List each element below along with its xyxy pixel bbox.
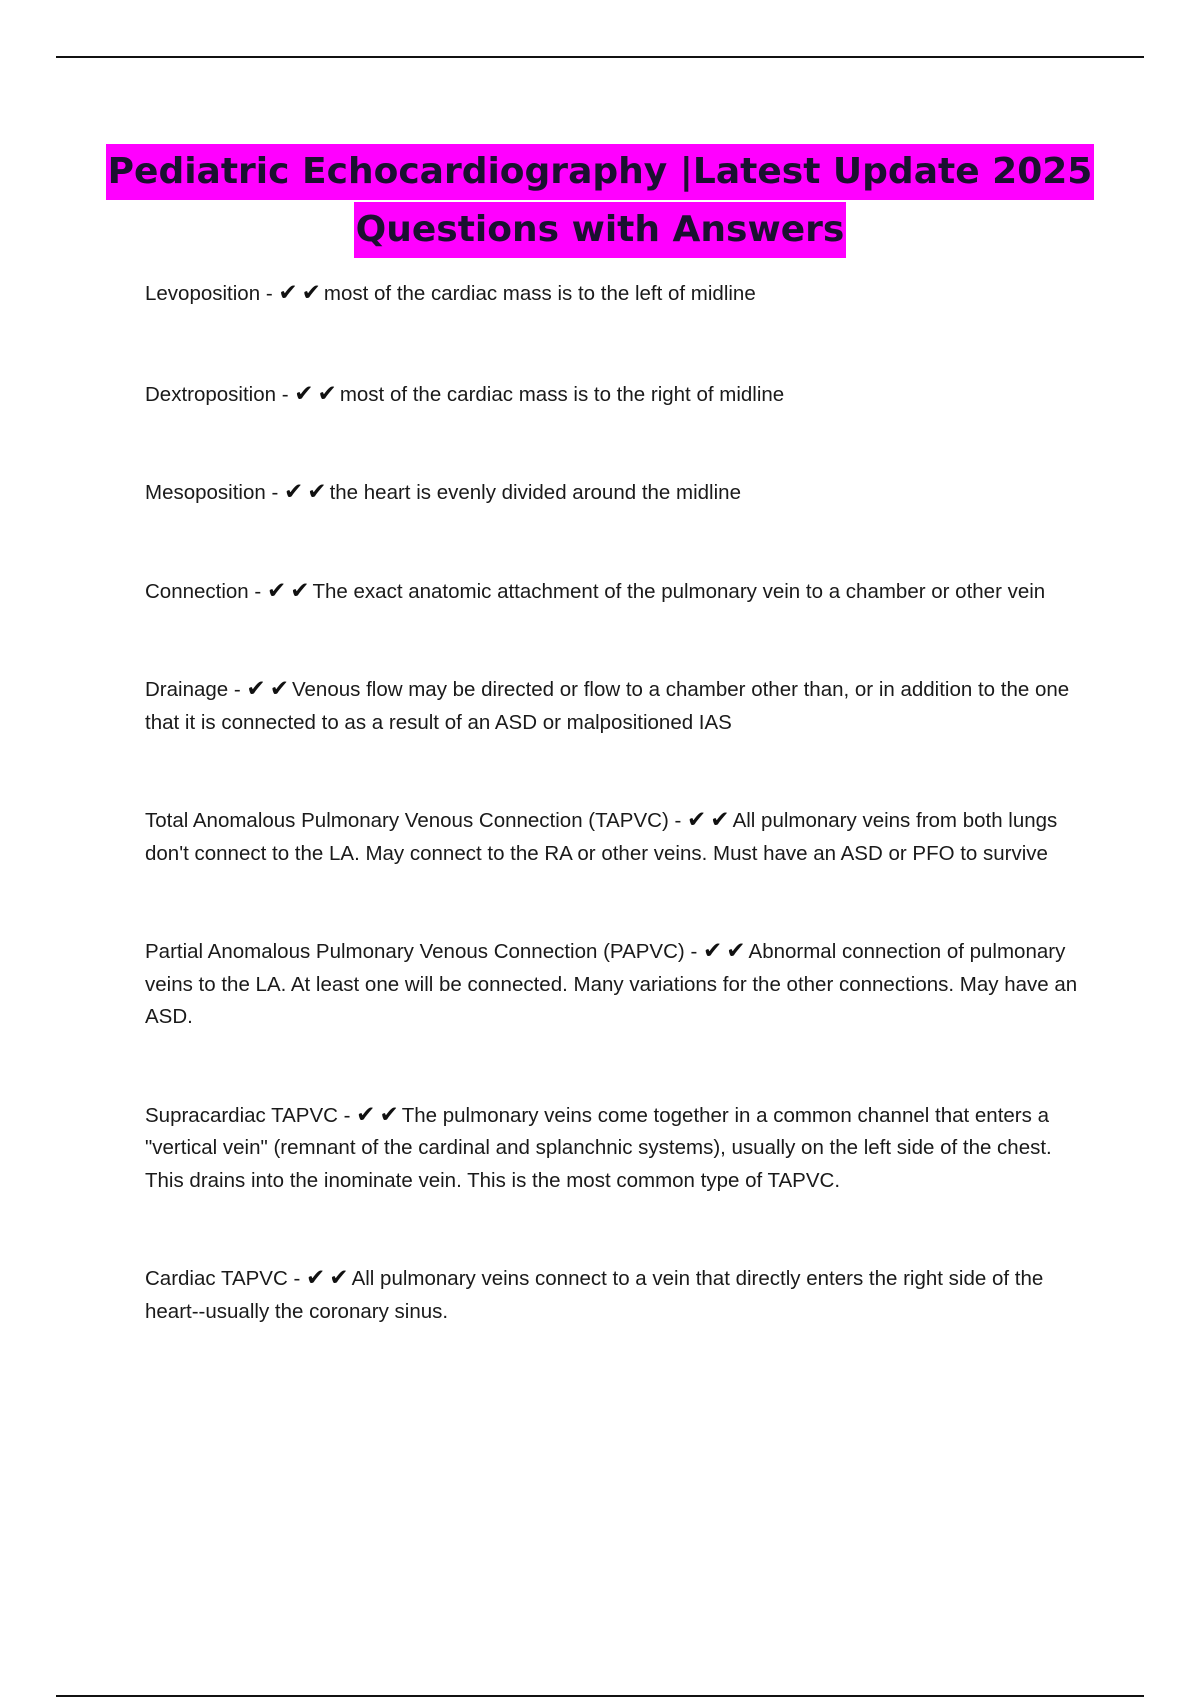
qa-separator: - (248, 579, 267, 603)
qa-item (145, 576, 1095, 609)
check-icon: ✔ (307, 479, 327, 505)
qa-definition: All pulmonary veins from both lungs don't connect to the LA. May connect to the RA or other veins. Must have an ASD or PFO to survive (145, 809, 1058, 865)
qa-definition: All pulmonary veins connect to a vein that directly enters the right side of the heart--usually the coronary sinus. (145, 1267, 1044, 1323)
qa-separator: - (684, 940, 703, 963)
qa-separator: - (276, 382, 295, 406)
check-icon: ✔ (269, 676, 289, 702)
qa-definition: The exact anatomic attachment of the pulmonary vein to a chamber or other vein (312, 579, 1046, 603)
check-icon: ✔ (329, 1265, 349, 1291)
qa-item (145, 805, 1095, 870)
qa-item (145, 674, 1095, 739)
qa-definition: Abnormal connection of pulmonary veins to the LA. At least one will be connected. Many variations for the other connections. May have an ASD. (145, 940, 1078, 1028)
qa-separator: - (287, 1267, 307, 1290)
check-icon: ✔ (301, 280, 321, 306)
check-icon: ✔ (284, 479, 304, 505)
qa-separator: - (260, 282, 279, 305)
qa-term: Mesoposition (145, 481, 266, 504)
qa-term: Supracardiac TAPVC (145, 1103, 338, 1127)
qa-term: Partial Anomalous Pulmonary Venous Connection (PAPVC) (145, 940, 685, 963)
qa-item (145, 936, 1095, 1034)
check-icon: ✔ (246, 676, 266, 702)
check-icon: ✔ (317, 380, 337, 407)
qa-definition: most of the cardiac mass is to the right of midline (339, 382, 785, 406)
qa-item (145, 379, 1095, 412)
check-icon: ✔ (290, 577, 310, 604)
qa-item (145, 1100, 1095, 1198)
qa-term: Dextroposition (145, 382, 277, 406)
document-title (0, 144, 1200, 258)
top-divider (56, 56, 1144, 58)
qa-definition: Venous flow may be directed or flow to a chamber other than, or in addition to the one that it is connected to as a result of an ASD or malpositioned IAS (145, 678, 1070, 734)
check-icon: ✔ (306, 1265, 326, 1291)
check-icon: ✔ (379, 1101, 399, 1128)
qa-separator: - (228, 678, 247, 701)
check-icon: ✔ (278, 280, 298, 306)
check-icon: ✔ (710, 807, 730, 833)
check-icon: ✔ (702, 938, 723, 964)
qa-definition: the heart is evenly divided around the midline (329, 481, 741, 504)
qa-separator: - (668, 809, 687, 832)
check-icon: ✔ (687, 807, 707, 833)
qa-separator: - (265, 481, 285, 504)
qa-definition: most of the cardiac mass is to the left of midline (323, 282, 756, 305)
qa-definition: The pulmonary veins come together in a common channel that enters a "vertical vein" (remnant of the cardinal and splanchnic systems), usually on the left side of the chest. This drains into the inominate vein. This is the most common type of TAPVC. (145, 1103, 1052, 1192)
qa-item (145, 477, 1095, 510)
qa-separator: - (337, 1103, 357, 1127)
qa-term: Cardiac TAPVC (145, 1267, 288, 1290)
qa-term: Connection (145, 579, 249, 603)
check-icon: ✔ (356, 1101, 376, 1128)
qa-term: Drainage (145, 678, 229, 701)
qa-item (145, 1263, 1095, 1328)
title-line-1: Pediatric Echocardiography |Latest Update 2025 (106, 144, 1095, 200)
title-line-2: Questions with Answers (354, 202, 847, 258)
qa-term: Levoposition (145, 282, 261, 305)
check-icon: ✔ (294, 380, 314, 407)
qa-term: Total Anomalous Pulmonary Venous Connection (TAPVC) (145, 809, 669, 832)
check-icon: ✔ (266, 577, 287, 604)
qa-item (145, 278, 1095, 311)
check-icon: ✔ (726, 938, 746, 964)
qa-list (145, 278, 1095, 1328)
bottom-divider (56, 1695, 1144, 1697)
